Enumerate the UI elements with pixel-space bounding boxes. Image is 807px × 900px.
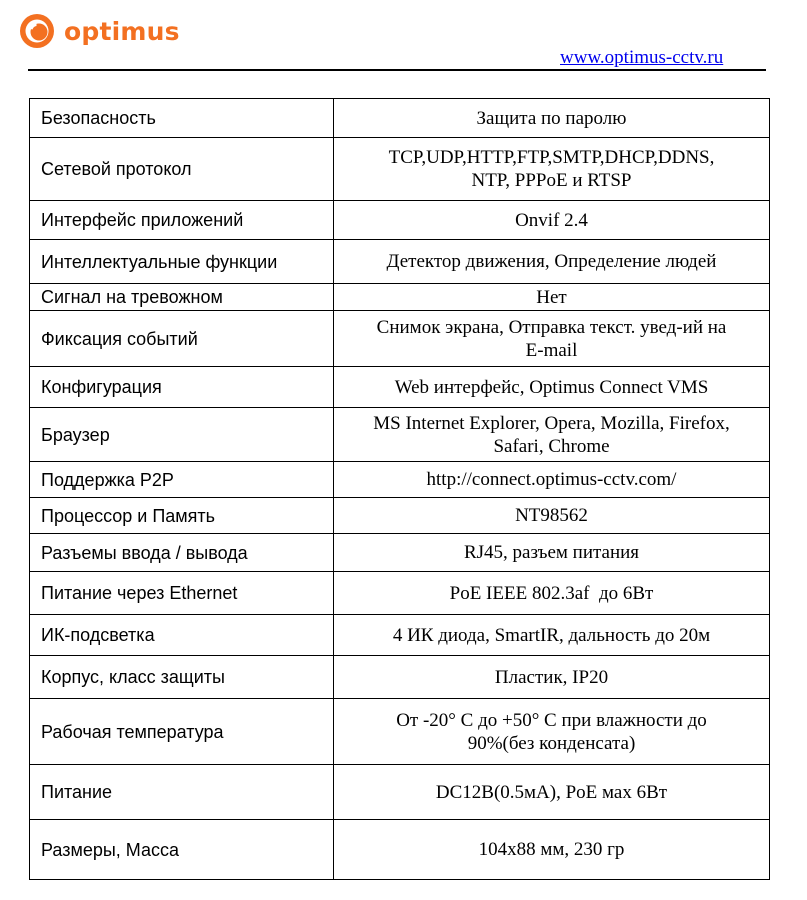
- spec-value: [334, 138, 770, 201]
- spec-value-text: Детектор движения, Определение людей: [386, 251, 717, 272]
- website-link[interactable]: www.optimus-cctv.ru: [560, 47, 724, 68]
- brand-name: optimus: [64, 16, 180, 46]
- spec-value: [334, 201, 770, 240]
- spec-value: [334, 699, 770, 765]
- spec-label: Интерфейс приложений: [30, 201, 334, 240]
- spec-value: [334, 534, 770, 572]
- spec-label: Фиксация событий: [30, 311, 334, 367]
- spec-value-text: PoE IEEE 802.3af до 6Вт: [449, 582, 654, 604]
- spec-value: [334, 99, 770, 138]
- brand-logo: [19, 12, 180, 50]
- spec-label: Питание: [30, 765, 334, 820]
- spec-value-text: Защита по паролю: [476, 107, 627, 129]
- spec-value-text: От -20° C до +50° C при влажности до: [396, 709, 707, 731]
- spec-value-text: Web интерфейс, Optimus Connect VMS: [394, 376, 709, 398]
- spec-value: [334, 615, 770, 656]
- spec-value: [334, 572, 770, 615]
- spec-label: Браузер: [30, 408, 334, 462]
- spec-label: ИК-подсветка: [30, 615, 334, 656]
- spec-label: Безопасность: [30, 99, 334, 138]
- spec-label: Сетевой протокол: [30, 138, 334, 201]
- spec-value-text: Onvif 2.4: [515, 209, 588, 231]
- spec-value-text: 104x88 мм, 230 гр: [478, 839, 625, 860]
- table-row: [30, 656, 770, 699]
- spec-label: Интеллектуальные функции: [30, 240, 334, 284]
- spec-value-text: E-mail: [525, 339, 578, 361]
- specifications-table: [29, 98, 770, 880]
- spec-value-text: 90%(без конденсата): [467, 732, 636, 754]
- spec-value: [334, 820, 770, 880]
- spec-value-text: Пластик, IP20: [494, 666, 609, 688]
- spec-value: [334, 765, 770, 820]
- spec-label: Конфигурация: [30, 367, 334, 408]
- table-row: [30, 615, 770, 656]
- spec-label: Размеры, Масса: [30, 820, 334, 880]
- spec-value: [334, 498, 770, 534]
- spec-value-text: RJ45, разъем питания: [463, 542, 640, 563]
- spec-value: [334, 284, 770, 311]
- optimus-eye-icon: [19, 13, 55, 49]
- spec-value-text: 4 ИК диода, SmartIR, дальность до 20м: [392, 624, 711, 646]
- table-row: [30, 367, 770, 408]
- table-row: [30, 201, 770, 240]
- spec-label: Процессор и Память: [30, 498, 334, 534]
- table-row: [30, 820, 770, 880]
- spec-label: Корпус, класс защиты: [30, 656, 334, 699]
- spec-value: [334, 240, 770, 284]
- spec-value-text: Нет: [536, 286, 567, 308]
- spec-label: Рабочая температура: [30, 699, 334, 765]
- table-row: [30, 311, 770, 367]
- spec-value-text: MS Internet Explorer, Opera, Mozilla, Firefox,: [373, 412, 730, 434]
- spec-value-text: NTP, PPPoE и RTSP: [471, 170, 632, 191]
- spec-value-text: Safari, Chrome: [493, 435, 610, 457]
- spec-value: [334, 656, 770, 699]
- spec-label: Сигнал на тревожном: [30, 284, 334, 311]
- table-row: [30, 240, 770, 284]
- spec-label: Разъемы ввода / вывода: [30, 534, 334, 572]
- table-row: [30, 408, 770, 462]
- header-divider: [28, 69, 766, 71]
- spec-value-text: http://connect.optimus-cctv.com/: [426, 469, 677, 490]
- table-row: [30, 765, 770, 820]
- table-row: [30, 699, 770, 765]
- table-row: [30, 138, 770, 201]
- table-row: [30, 534, 770, 572]
- spec-value-text: Снимок экрана, Отправка текст. увед-ий на: [376, 316, 727, 338]
- spec-value: [334, 408, 770, 462]
- table-row: [30, 498, 770, 534]
- table-row: [30, 99, 770, 138]
- spec-value: [334, 311, 770, 367]
- spec-value-text: TCP,UDP,HTTP,FTP,SMTP,DHCP,DDNS,: [388, 147, 715, 168]
- spec-label: Питание через Ethernet: [30, 572, 334, 615]
- spec-value: [334, 367, 770, 408]
- spec-label: Поддержка P2P: [30, 462, 334, 498]
- spec-value: [334, 462, 770, 498]
- spec-value-text: NT98562: [515, 505, 588, 526]
- table-row: [30, 572, 770, 615]
- spec-value-text: DC12В(0.5мА), PoE мах 6Вт: [435, 781, 668, 803]
- table-row: [30, 284, 770, 311]
- table-row: [30, 462, 770, 498]
